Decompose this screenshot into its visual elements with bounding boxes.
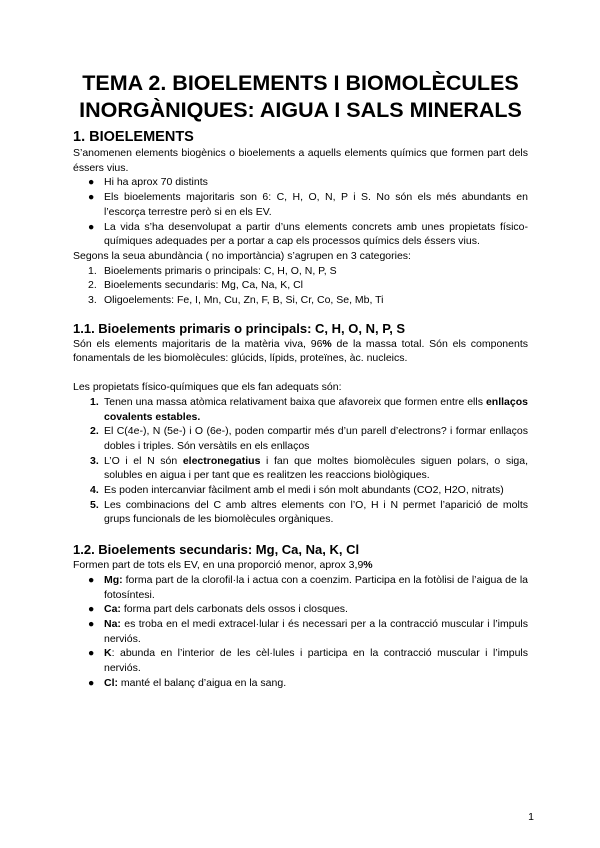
document-title: TEMA 2. BIOELEMENTS I BIOMOLÈCULES INORGÀNIQUES: AIGUA I SALS MINERALS [79,71,522,122]
bullet-icon: ● [88,676,95,689]
categories-list [73,264,528,308]
list-item: ● Na: es troba en el medi extracel·lular i és necessari per a la contracció muscular i l’impuls nerviós. [88,617,528,645]
page-content [73,70,528,691]
bullet-icon: ● [88,220,95,233]
section-1-1-intro: Són els elements majoritaris de la matèria viva, 96% de la massa total. Són els components fonamentals de les biomolècules: glúcids, lípids, proteïnes, àc. nucleics. [73,337,528,365]
section-1-1-heading: 1.1. Bioelements primaris o principals: C, H, O, N, P, S [73,320,406,336]
section-1-2-heading: 1.2. Bioelements secundaris: Mg, Ca, Na, K, Cl [73,542,360,558]
list-item: ● Mg: forma part de la clorofil·la i actua con a coenzim. Participa en la fotòlisi de l’aigua de la fotosíntesi. [88,573,528,601]
list-item: ● Els bioelements majoritaris son 6: C, H, O, N, P i S. No són els més abundants en l’escorça terrestre però si en els EV. [88,191,528,218]
list-item: 2. Bioelements secundaris: Mg, Ca, Na, K, Cl [88,279,303,292]
list-item: ● Cl: manté el balanç d’aigua en la sang. [88,676,287,689]
bullet-icon: ● [88,603,95,616]
list-item: ● K: abunda en l’interior de les cèl·lules i participa en la contracció muscular i l’impuls nerviós. [88,647,528,675]
section-1-heading: 1. BIOELEMENTS [73,129,194,145]
categories-intro: Segons la seua abundància ( no importància) s’agrupen en 3 categories: [73,249,411,262]
list-item: 1. Tenen una massa atòmica relativament baixa que afavoreix que formen entre ells enllaços covalents estables. [90,395,528,423]
list-item: ● La vida s’ha desenvolupat a partir d’uns elements concrets amb unes propietats físico-químiques adequades per a portar a cap els processos químics dels éssers vius. [88,220,528,248]
list-item: 1. Bioelements primaris o principals: C, H, O, N, P, S [88,264,337,277]
bullet-icon: ● [88,647,95,660]
section-1-intro: S’anomenen elements biogènics o bioelements a aquells elements químics que formen part dels éssers vius. [73,147,528,174]
bullet-icon: ● [88,176,95,189]
bullet-icon: ● [88,191,95,204]
list-item: ● Ca: forma part dels carbonats dels ossos i closques. [88,603,348,616]
secondary-elements-list [73,573,528,691]
list-item: 4. Es poden intercanviar fàcilment amb el medi i són molt abundants (CO2, H2O, nitrats) [90,484,504,497]
list-item: 3. Oligoelements: Fe, I, Mn, Cu, Zn, F, B, Si, Cr, Co, Se, Mb, Ti [88,294,384,307]
properties-intro: Les propietats físico-químiques que els fan adequats són: [73,381,342,394]
list-item: 5. Les combinacions del C amb altres elements con l’O, H i N permet l’aparició de molts grups funcionals de les biomolècules orgàniques. [90,498,528,526]
bullet-icon: ● [88,617,95,630]
section-1-2-intro: Formen part de tots els EV, en una proporció menor, aprox 3,9% [73,559,373,572]
bullet-icon: ● [88,573,95,586]
section-1-bullet-list [73,175,528,249]
list-item: 2. El C(4e-), N (5e-) i O (6e-), poden compartir més d’un parell d’electrons? i formar enllaços dobles i triples. Són versàtils en els enllaços [90,425,528,452]
list-item: ● Hi ha aprox 70 distints [88,176,208,189]
list-item: 3. L’O i el N són electronegatius i fan que moltes biomolècules siguen polars, o siga, solubles en aigua i per tant que es realitzen les reaccions biològiques. [90,454,528,482]
properties-list [73,395,528,527]
page-number: 1 [528,811,534,823]
